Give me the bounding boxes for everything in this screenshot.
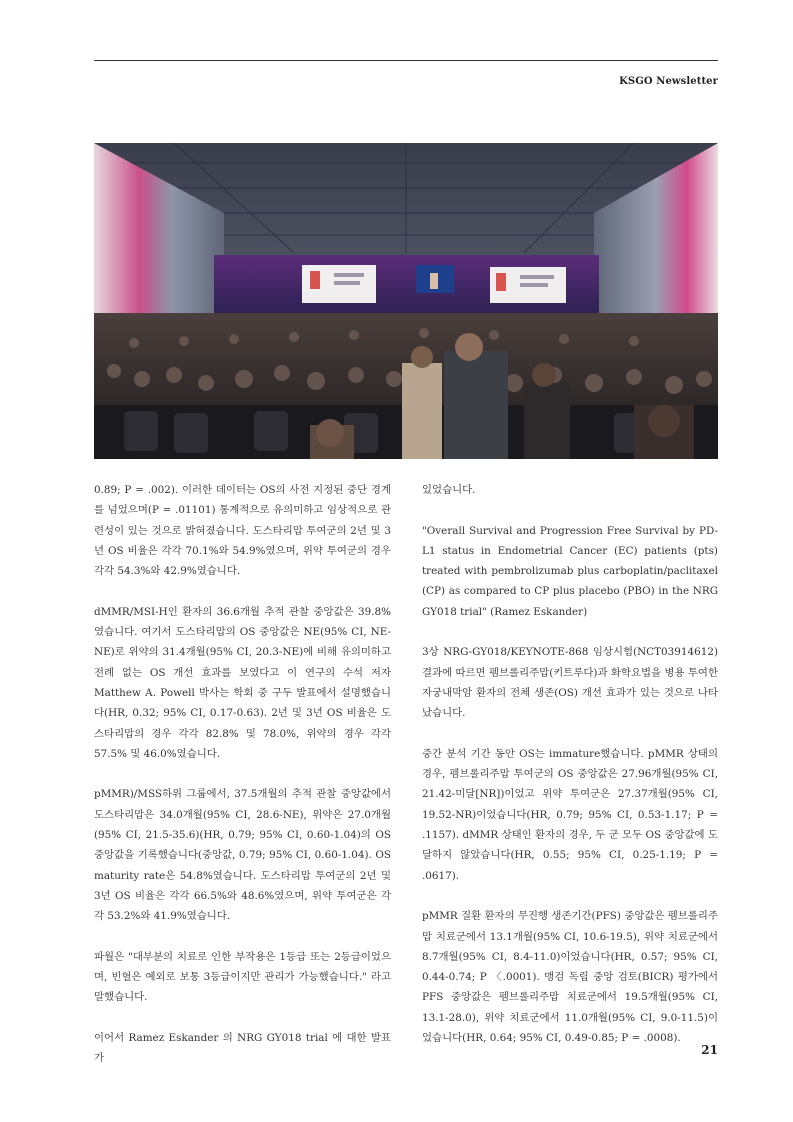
- right-column: [422, 480, 718, 1069]
- conference-hall-photo: [94, 143, 718, 459]
- right-paragraph-2: "Overall Survival and Progression Free Survival by PD-L1 status in Endometrial Cancer (EC) patients (pts) treated with pembrolizumab plus carboplatin/paclitaxel (CP) as compared to CP plus placebo (PBO) in the NRG GY018 trial" (Ramez Eskander): [422, 524, 718, 618]
- left-paragraph-5: 이어서 Ramez Eskander 의 NRG GY018 trial 에 대한 발표가: [94, 1032, 391, 1065]
- left-paragraph-1: 0.89; P = .002). 이러한 데이터는 OS의 사전 지정된 중단 경계를 넘었으며(P = .01101) 통계적으로 유의미하고 임상적으로 관련성이 있는 것으로 밝혀졌습니다. 도스타리맙 투여군의 2년 및 3년 OS 비율은 각각 70.1%와 54.9%였으며, 위약 투여군의 경우 각각 54.3%와 42.9%였습니다.: [94, 484, 391, 578]
- right-paragraph-5: pMMR 질환 환자의 무진행 생존기간(PFS) 중앙값은 펨브롤리주맙 치료군에서 13.1개월(95% CI, 10.6-19.5), 위약 치료군에서 8.7개월(95% CI, 8.4-11.0)이었습니다(HR, 0.57; 95% CI, 0.44-0.74; P 〈.0001). 맹검 독립 중앙 검토(BICR) 평가에서 PFS 중앙값은 펨브롤리주맙 치료군에서 19.5개월(95% CI, 13.1-28.0), 위약 치료군에서 11.0개월(95% CI, 9.0-11.5)이었습니다(HR, 0.64; 95% CI, 0.49-0.85; P = .0008).: [422, 910, 718, 1045]
- left-paragraph-2: dMMR/MSI-H인 환자의 36.6개월 추적 관찰 중앙값은 39.8%였습니다. 여기서 도스타리맙의 OS 중앙값은 NE(95% CI, NE-NE)로 위약의 31.4개월(95% CI, 20.3-NE)에 비해 유의미하고 전례 없는 OS 개선 효과를 보였다고 이 연구의 수석 저자 Matthew A. Powell 박사는 학회 중 구두 발표에서 설명했습니다(HR, 0.32; 95% CI, 0.17-0.63). 2년 및 3년 OS 비율은 도스타리맙의 경우 각각 82.8% 및 78.0%, 위약의 경우 각각 57.5% 및 46.0%였습니다.: [94, 605, 391, 760]
- left-column: [94, 480, 391, 1089]
- right-paragraph-1: 있었습니다.: [422, 484, 476, 496]
- left-paragraph-4: 파월은 "대부분의 치료로 인한 부작용은 1등급 또는 2등급이었으며, 빈혈은 예외로 보통 3등급이지만 관리가 가능했습니다." 라고 말했습니다.: [94, 950, 391, 1004]
- conference-hall-photo-icon: [94, 143, 718, 459]
- newsletter-name: KSGO Newsletter: [619, 76, 718, 87]
- header-rule: [94, 60, 718, 61]
- page-number: 21: [701, 1043, 718, 1057]
- right-paragraph-3: 3상 NRG-GY018/KEYNOTE-868 임상시험(NCT03914612) 결과에 따르면 펨브롤리주맙(키트루다)과 화학요법을 병용 투여한 자궁내막암 환자의 전체 생존(OS) 개선 효과가 있는 것으로 나타났습니다.: [422, 646, 718, 720]
- right-paragraph-4: 중간 분석 기간 동안 OS는 immature했습니다. pMMR 상태의 경우, 펨브롤리주맙 투여군의 OS 중앙값은 27.96개월(95% CI, 21.42-미달[NR])이었고 위약 투여군은 27.37개월(95% CI, 19.52-NR)이었습니다(HR, 0.79; 95% CI, 0.53-1.17; P = .1157). dMMR 상태인 환자의 경우, 두 군 모두 OS 중앙값에 도달하지 않았습니다(HR, 0.55; 95% CI, 0.25-1.19; P = .0617).: [422, 747, 718, 882]
- left-paragraph-3: pMMR)/MSS하위 그룹에서, 37.5개월의 추적 관찰 중앙값에서 도스타리맙은 34.0개월(95% CI, 28.6-NE), 위약은 27.0개월(95% CI, 21.5-35.6)(HR, 0.79; 95% CI, 0.60-1.04)의 OS 중앙값을 기록했습니다(중앙값, 0.79; 95% CI, 0.60-1.04). OS maturity rate은 54.8%였습니다. 도스타리맙 투여군의 2년 및 3년 OS 비율은 각각 66.5%와 48.6%였으며, 위약 투여군은 각각 53.2%와 41.9%였습니다.: [94, 788, 391, 923]
